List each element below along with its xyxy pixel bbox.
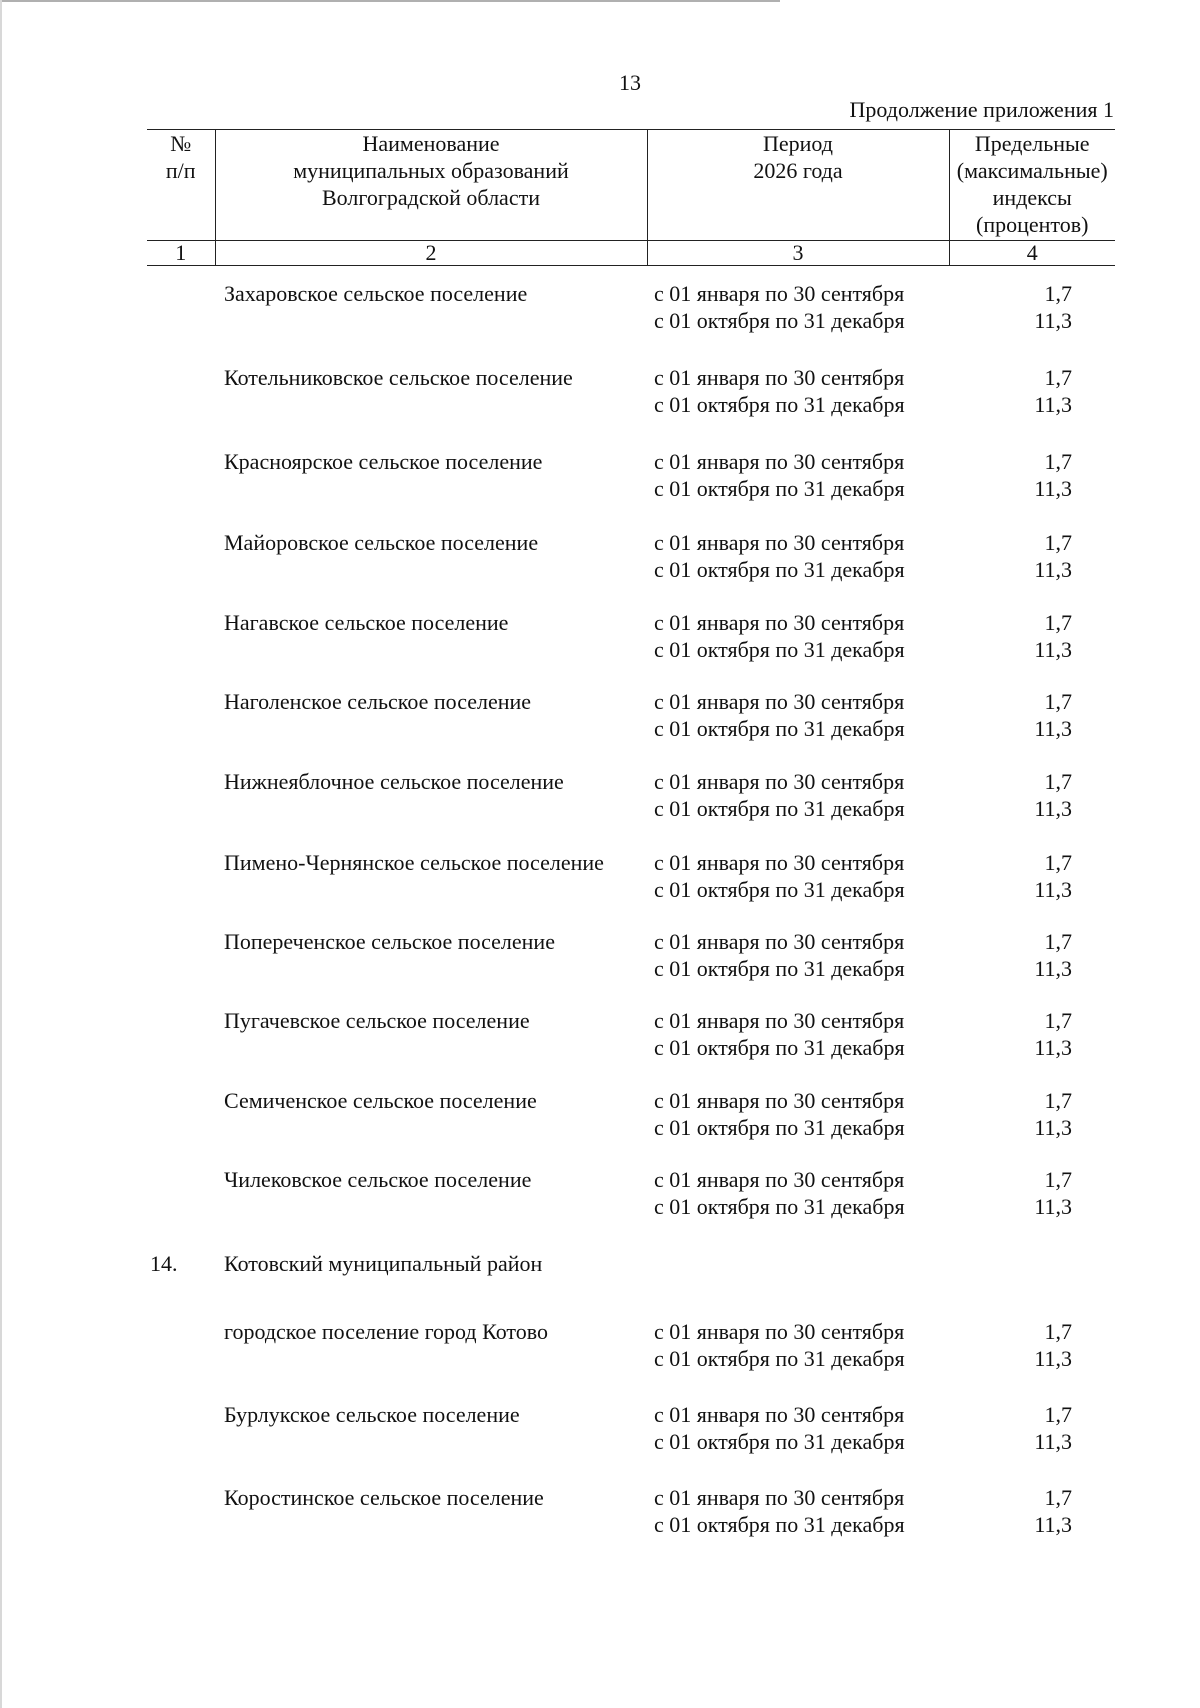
header-number: № п/п (147, 130, 215, 241)
period-line: с 01 января по 30 сентября (654, 929, 905, 954)
municipality-name: Наголенское сельское поселение (224, 689, 532, 714)
period-line: с 01 января по 30 сентября (654, 365, 905, 390)
index-value: 11,3 (1034, 308, 1072, 333)
index-value: 11,3 (1034, 637, 1072, 662)
index-value: 1,7 (1044, 1088, 1072, 1113)
period-line: с 01 октября по 31 декабря (654, 392, 905, 417)
period-cell (654, 1007, 905, 1061)
period-cell (654, 448, 905, 502)
index-value: 1,7 (1044, 850, 1072, 875)
period-cell (654, 688, 905, 742)
index-value-cell (980, 688, 1072, 742)
index-value: 11,3 (1034, 392, 1072, 417)
index-value: 1,7 (1044, 530, 1072, 555)
index-value-cell (980, 849, 1072, 903)
tariff-index-table (147, 129, 1115, 266)
period-cell (654, 1484, 905, 1538)
period-cell (654, 1087, 905, 1141)
period-line: с 01 января по 30 сентября (654, 850, 905, 875)
municipality-name: Чилековское сельское поселение (224, 1167, 532, 1192)
index-value: 11,3 (1034, 956, 1072, 981)
municipality-name: Котельниковское сельское поселение (224, 365, 573, 390)
index-value-cell (980, 609, 1072, 663)
period-line: с 01 января по 30 сентября (654, 1402, 905, 1427)
period-cell (654, 364, 905, 418)
index-value: 11,3 (1034, 796, 1072, 821)
period-line: с 01 января по 30 сентября (654, 530, 905, 555)
index-value-cell (980, 1318, 1072, 1372)
index-value-cell (980, 448, 1072, 502)
municipality-name: Нагавское сельское поселение (224, 610, 509, 635)
index-value: 1,7 (1044, 1167, 1072, 1192)
period-line: с 01 января по 30 сентября (654, 1485, 905, 1510)
period-line: с 01 октября по 31 декабря (654, 716, 905, 741)
index-value: 1,7 (1044, 365, 1072, 390)
municipality-name: Семиченское сельское поселение (224, 1088, 537, 1113)
period-line: с 01 января по 30 сентября (654, 1088, 905, 1113)
period-cell (654, 280, 905, 334)
header-period: Период 2026 года (647, 130, 949, 241)
index-value: 11,3 (1034, 1115, 1072, 1140)
period-line: с 01 октября по 31 декабря (654, 1429, 905, 1454)
appendix-note: Продолжение приложения 1 (849, 97, 1114, 122)
period-cell (654, 768, 905, 822)
index-value: 1,7 (1044, 610, 1072, 635)
table-header-row (147, 130, 1115, 241)
index-value-cell (980, 364, 1072, 418)
period-cell (654, 1318, 905, 1372)
column-number: 3 (647, 241, 949, 266)
index-value: 11,3 (1034, 716, 1072, 741)
index-value-cell (980, 1166, 1072, 1220)
municipality-name: Красноярское сельское поселение (224, 449, 543, 474)
municipality-name: Нижнеяблочное сельское поселение (224, 769, 564, 794)
page-number: 13 (619, 70, 641, 95)
index-value-cell (980, 1087, 1072, 1141)
index-value: 1,7 (1044, 769, 1072, 794)
index-value: 1,7 (1044, 1402, 1072, 1427)
period-cell (654, 849, 905, 903)
period-line: с 01 октября по 31 декабря (654, 637, 905, 662)
period-line: с 01 октября по 31 декабря (654, 1512, 905, 1537)
period-line: с 01 октября по 31 декабря (654, 1115, 905, 1140)
municipality-name: городское поселение город Котово (224, 1319, 548, 1344)
index-value-cell (980, 1007, 1072, 1061)
header-max-index: Предельные (максимальные) индексы (процентов) (949, 130, 1115, 241)
period-cell (654, 1401, 905, 1455)
column-number-row (147, 241, 1115, 266)
period-line: с 01 октября по 31 декабря (654, 877, 905, 902)
municipality-name: Попереченское сельское поселение (224, 929, 555, 954)
index-value: 11,3 (1034, 1035, 1072, 1060)
municipality-name: Коростинское сельское поселение (224, 1485, 544, 1510)
index-value-cell (980, 280, 1072, 334)
index-value: 11,3 (1034, 1429, 1072, 1454)
period-cell (654, 529, 905, 583)
index-value-cell (980, 1484, 1072, 1538)
period-line: с 01 января по 30 сентября (654, 610, 905, 635)
index-value: 11,3 (1034, 877, 1072, 902)
municipality-name: Котовский муниципальный район (224, 1251, 543, 1276)
index-value: 11,3 (1034, 557, 1072, 582)
period-cell (654, 609, 905, 663)
index-value-cell (980, 529, 1072, 583)
index-value: 1,7 (1044, 449, 1072, 474)
column-number: 1 (147, 241, 215, 266)
index-value: 1,7 (1044, 929, 1072, 954)
period-line: с 01 января по 30 сентября (654, 1008, 905, 1033)
scan-edge-top (0, 0, 780, 2)
period-line: с 01 января по 30 сентября (654, 281, 905, 306)
municipality-name: Пимено-Чернянское сельское поселение (224, 850, 604, 875)
period-line: с 01 января по 30 сентября (654, 689, 905, 714)
index-value-cell (980, 768, 1072, 822)
index-value: 11,3 (1034, 1512, 1072, 1537)
index-value: 11,3 (1034, 1346, 1072, 1371)
index-value: 1,7 (1044, 281, 1072, 306)
row-number: 14. (150, 1251, 178, 1276)
period-line: с 01 января по 30 сентября (654, 1319, 905, 1344)
column-number: 2 (215, 241, 647, 266)
index-value: 11,3 (1034, 476, 1072, 501)
period-line: с 01 октября по 31 декабря (654, 1346, 905, 1371)
period-line: с 01 октября по 31 декабря (654, 308, 905, 333)
index-value-cell (980, 1401, 1072, 1455)
period-line: с 01 октября по 31 декабря (654, 557, 905, 582)
index-value: 1,7 (1044, 1319, 1072, 1344)
period-cell (654, 928, 905, 982)
index-value: 11,3 (1034, 1194, 1072, 1219)
period-line: с 01 октября по 31 декабря (654, 476, 905, 501)
index-value: 1,7 (1044, 1485, 1072, 1510)
period-line: с 01 января по 30 сентября (654, 449, 905, 474)
period-line: с 01 января по 30 сентября (654, 1167, 905, 1192)
period-line: с 01 января по 30 сентября (654, 769, 905, 794)
index-value: 1,7 (1044, 1008, 1072, 1033)
municipality-name: Пугачевское сельское поселение (224, 1008, 530, 1033)
header-municipality: Наименование муниципальных образований Волгоградской области (215, 130, 647, 241)
period-cell (654, 1166, 905, 1220)
period-line: с 01 октября по 31 декабря (654, 956, 905, 981)
index-value: 1,7 (1044, 689, 1072, 714)
scan-edge-left (0, 0, 2, 1708)
municipality-name: Бурлукское сельское поселение (224, 1402, 520, 1427)
period-line: с 01 октября по 31 декабря (654, 796, 905, 821)
index-value-cell (980, 928, 1072, 982)
municipality-name: Майоровское сельское поселение (224, 530, 539, 555)
period-line: с 01 октября по 31 декабря (654, 1194, 905, 1219)
municipality-name: Захаровское сельское поселение (224, 281, 528, 306)
column-number: 4 (949, 241, 1115, 266)
period-line: с 01 октября по 31 декабря (654, 1035, 905, 1060)
